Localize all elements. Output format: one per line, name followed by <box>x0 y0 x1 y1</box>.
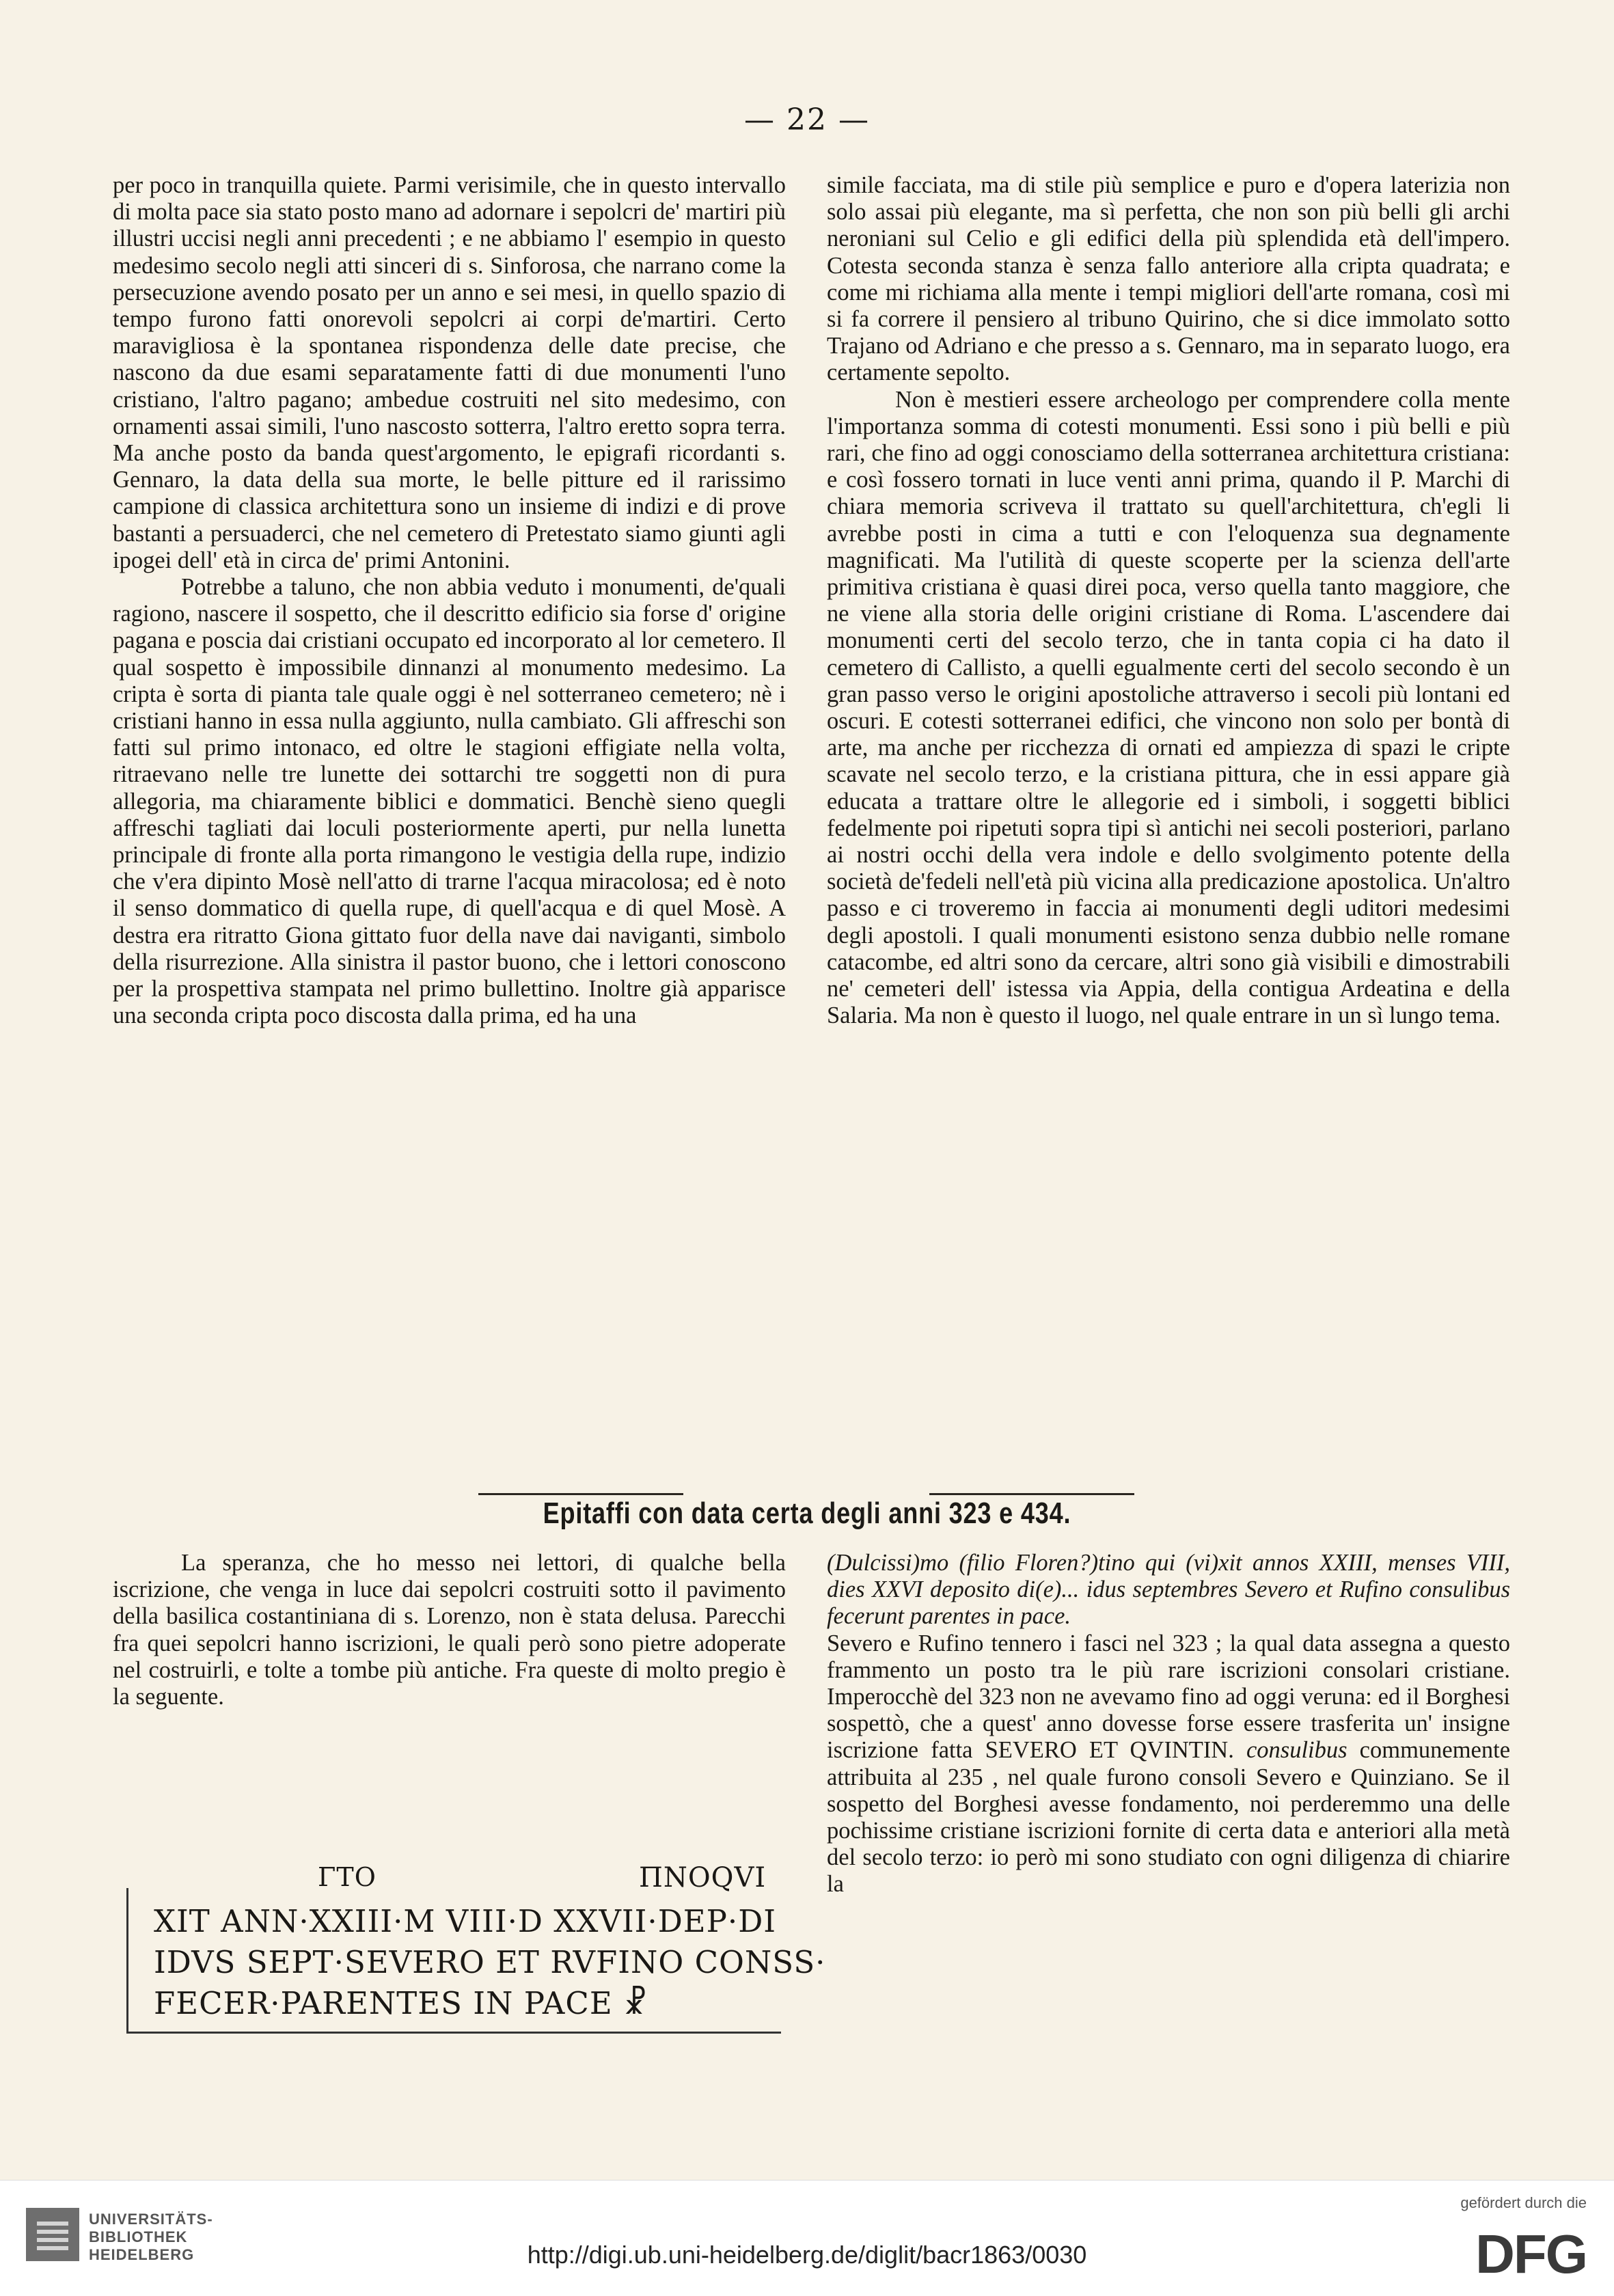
funded-by-label: gefördert durch die <box>1460 2194 1587 2211</box>
column-right-bottom <box>827 1550 1510 1898</box>
paragraph: La speranza, che ho messo nei lettori, di qualche bella iscrizione, che venga in luce dai sepolcri costruiti sotto il pavimento della basilica costantiniana di s. Lorenzo, non è stata delusa. Parecchi fra quei sepolcri hanno iscrizioni, le quali però sono pietre adoperate nel costruirli, e tolte a tombe più antiche. Fra queste di molto pregio è la seguente. <box>113 1550 786 1710</box>
paragraph <box>827 1630 1510 1898</box>
divider-left <box>478 1493 683 1495</box>
transcription: (Dulcissi)mo (filio Floren?)tino qui (vi)xit annos XXIII, menses VIII, dies XXVI deposito di(e)... idus septembres Severo et Rufino consulibus fecerunt parentes in pace. <box>827 1550 1510 1630</box>
inscription-drawing <box>113 1862 826 2033</box>
column-right-top <box>827 172 1510 1030</box>
inscription-line: FECER·PARENTES IN PACE ☧ <box>154 1985 648 2021</box>
viewer-footer <box>0 2180 1614 2296</box>
library-name: UNIVERSITÄTS- BIBLIOTHEK HEIDELBERG <box>89 2211 213 2263</box>
paragraph: Non è mestieri essere archeologo per comprendere colla mente l'importanza somma di cotesti monumenti. Essi sono i più belli e più rari, che fino ad oggi conosciamo della sotterranea architettura cristiana: e così fossero tornati in luce venti anni prima, quando il P. Marchi di chiara memoria scriveva il trattato su quell'architettura, ch'egli li avrebbe posti in cima a tutti e con l'eloquenza sua degnamente magnificati. Ma l'utilità di queste scoperte per la scienza dell'arte primitiva cristiana è quasi direi poca, verso quella tanto maggiore, che ne viene alla storia delle origini cristiane di Roma. L'ascendere dai monumenti certi del secolo terzo, che in tanta copia ci ha dato il cemetero di Callisto, a quelli egualmente certi del secolo secondo è un gran passo verso le origini apostoliche attraverso i secoli più lontani ed oscuri. E cotesti sotterranei edifici, che vincono non solo per bontà di arte, ma anche per ricchezza di ornati ed ampiezza di spazi le cripte scavate nel secolo terzo, e la cristiana pittura, che in essi appare già educata a trattare oltre le allegorie ed i simboli, i soggetti biblici fedelmente poi ripetuti sopra tipi sì antichi nei secoli posteriori, parlano ai nostri occhi della vera indole e dello svolgimento potente della società de'fedeli nell'età più vicina alla predicazione apostolica. Un'altro passo e ci troveremo in faccia ai monumenti degli uditori medesimi degli apostoli. I quali monumenti esistono senza dubbio nelle romane catacombe, ed altri sono da cercare, altri sono già visibili e dimostrabili ne' cemeteri dell' istessa via Appia, della contigua Ardeatina e della Salaria. Ma non è questo il luogo, nel quale entrare in un sì lungo tema. <box>827 386 1510 1029</box>
paragraph-text: Severo e Rufino tennero i fasci nel 323 ; la qual data assegna a questo frammento un posto tra le più rare iscrizioni consolari cristiane. Imperocchè del 323 non ne avevamo fino ad oggi veruna: ed il Borghesi sospettò, che a quest' anno dovesse forse essere trasferita un' insigne iscrizione fatta SEVERO ET QVINTIN. <box>827 1630 1510 1764</box>
section-title: Epitaffi con data certa degli anni 323 e 434. <box>543 1496 1071 1530</box>
paragraph-text: communemente attribuita al 235 , nel quale furono consoli Severo e Quinziano. Se il sospetto del Borghesi avesse fondamento, noi perderemmo una delle pochissime cristiane iscrizioni fornite di certa data e anteriori alla metà del secolo terzo: io però mi sono studiato con ogni diligenza di chiarire la <box>827 1737 1511 1898</box>
paragraph: Potrebbe a taluno, che non abbia veduto i monumenti, de'quali ragiono, nascere il sospetto, che il descritto edificio sia forse d' origine pagana e poscia dai cristiani occupato ed incorporato al lor cemetero. Il qual sospetto è impossibile dinnanzi al monumento medesimo. La cripta è sorta di pianta tale quale oggi è nel sotterraneo cemetero; nè i cristiani hanno in essa nulla aggiunto, nulla cambiato. Gli affreschi son fatti sul primo intonaco, ed oltre le stagioni effigiate nella volta, ritraevano nelle tre lunette dei sottarchi tre soggetti non di pura allegoria, ma chiaramente biblici e dommatici. Benchè sieno quegli affreschi tagliati dai loculi posteriormente aperti, pur nella lunetta principale di fronte alla porta rimangono le vestigia della rupe, indizio che v'era dipinto Mosè nell'atto di trarne l'acqua miracolosa; ed è noto il senso dommatico di quella rupe, di quell'acqua e di quel Mosè. A destra era ritratto Giona gittato fuor della nave dai naviganti, simbolo della risurrezione. Alla sinistra il pastor buono, che i lettori conoscono per la prospettiva stampata nel primo bullettino. Inoltre già apparisce una seconda cripta poco discosta dalla prima, ed ha una <box>113 574 786 1029</box>
dfg-logo: DFG <box>1475 2224 1587 2284</box>
paragraph: per poco in tranquilla quiete. Parmi verisimile, che in questo intervallo di molta pace sia stato posto mano ad adornare i sepolcri de' martiri più illustri uccisi negli anni precedenti ; e ne abbiamo l' esempio in questo medesimo secolo negli atti sinceri di s. Sinforosa, che narrano come la persecuzione avendo posato per un anno e sei mesi, in quello spazio di tempo furono fatti onorevoli sepolcri ai corpi de'martiri. Certo maravigliosa è la spontanea rispondenza delle date precise, che nascono da due esami separatamente fatti di due monumenti l'uno cristiano, l'altro pagano; ambedue costruiti nel sito medesimo, con ornamenti assai simili, l'uno nascosto sotterra, l'altro eretto sopra terra. Ma anche posto da banda quest'argomento, le epigrafi ricordanti s. Gennaro, la data della sua morte, le belle pitture ed il rarissimo campione di classica architettura sono un insieme di indizi e di prove bastanti a persuaderci, che nel cemetero di Pretestato siamo giunti agli ipogei dell' età in circa de' primi Antonini. <box>113 172 786 573</box>
column-left-top <box>113 172 786 1030</box>
permalink[interactable]: http://digi.ub.uni-heidelberg.de/diglit/bacr1863/0030 <box>527 2241 1087 2269</box>
inscription-line: ΠNOQVI <box>639 1862 767 1894</box>
divider-right <box>929 1493 1134 1495</box>
inscription-line: ΓΤΟ <box>318 1862 377 1892</box>
paragraph: simile facciata, ma di stile più semplice e puro e d'opera laterizia non solo assai più elegante, ma sì perfetta, che non son più belli gli archi neroniani sul Celio e gli edifici della più splendida età dell'impero. Cotesta seconda stanza è senza fallo anteriore alla cripta quadrata; e come mi richiama alla mente i tempi migliori dell'arte romana, così mi si fa correre il pensiero al tribuno Quirino, che si dice immolato sotto Trajano od Adriano e che presso a s. Gennaro, ma in separato luogo, era certamente sepolto. <box>827 172 1510 386</box>
inscription-line: IDVS SEPT·SEVERO ET RVFINO CONSS· <box>154 1944 826 1980</box>
page-number: — 22 — <box>744 102 870 137</box>
inscription-line: XIT ANN·XXIII·M VIII·D XXVII·DEP·DI <box>154 1903 777 1939</box>
column-left-bottom <box>113 1550 786 1710</box>
italic-word: consulibus <box>1246 1737 1348 1764</box>
